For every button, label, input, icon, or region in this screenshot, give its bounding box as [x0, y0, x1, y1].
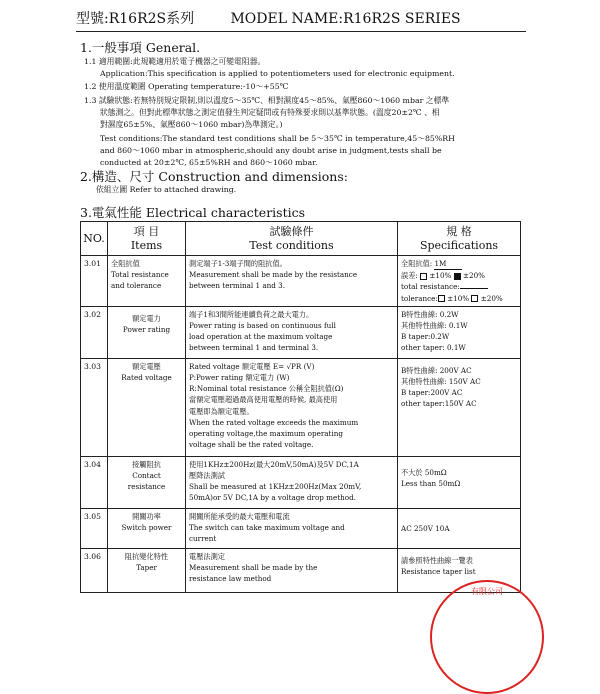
test-line: 測定端子1-3端子間的阻抗值。: [189, 259, 287, 268]
spec-label: total resistance:: [401, 282, 460, 292]
col-no-header: NO.: [81, 222, 108, 256]
test-line: voltage shall be the rated voltage.: [189, 440, 314, 450]
spec-document: [76, 0, 526, 600]
spec-line: other taper: 0.1W: [401, 343, 466, 353]
spec-line: other taper:150V AC: [401, 399, 477, 409]
test-line: When the rated voltage exceeds the maximum: [189, 417, 359, 427]
spec-line: B特性曲線: 0.2W: [401, 309, 459, 319]
item-en-2: resistance: [127, 482, 166, 492]
test-line: load operation at the maximum voltage: [189, 332, 333, 342]
checkbox-icon: [471, 295, 478, 302]
spec-cell: [398, 306, 521, 358]
row-number: 3.05: [81, 508, 108, 548]
operating-temperature: 1.2 使用溫度範圍 Operating temperature:-10～+55℃: [84, 82, 289, 91]
construction-heading: 2.構造、尺寸 Construction and dimensions:: [80, 169, 348, 184]
row-number: 3.04: [81, 456, 108, 508]
item-cn: 額定電力: [132, 313, 161, 323]
spec-label: 全阻抗值:: [401, 259, 433, 268]
application-en: Application:This specification is applied to potentiometers used for electronic equipment.: [100, 69, 455, 78]
item-cn: 額定電壓: [132, 361, 161, 371]
test-line: resistance law method: [189, 574, 272, 584]
item-cell: [108, 256, 186, 307]
application-cn: 1.1 適用範圍:此規範適用於電子機器之可變電阻器。: [84, 57, 266, 66]
checkbox-icon: [438, 295, 445, 302]
test-line: between terminal 1 and 3.: [189, 281, 286, 291]
test-line: 端子1和3間所能連續負荷之最大電力。: [189, 309, 314, 319]
test-line: 電壓即為額定電壓。: [189, 406, 254, 416]
item-en: Total resistance: [111, 270, 169, 280]
test-conditions-cn-1: 1.3 試驗狀態:若無特別規定限制,則以溫度5～35℃、相對濕度45～85%、氣壓860～1060 mbar 之標準: [84, 96, 450, 105]
row-number: 3.02: [81, 306, 108, 358]
col-items-cn: 項 目: [133, 224, 160, 238]
tolerance-option: ±20%: [462, 271, 485, 281]
checkbox-icon: [420, 273, 427, 280]
spec-line: 其他特性曲線: 0.1W: [401, 321, 468, 331]
test-line: operating voltage,the maximum operating: [189, 429, 343, 439]
spec-line: Resistance taper list: [401, 567, 476, 577]
item-en: Switch power: [121, 523, 172, 533]
test-line: Measurement shall be made by the resistance: [189, 270, 358, 280]
col-test-header: [186, 222, 398, 256]
test-line: current: [189, 534, 217, 544]
test-line: 50mA)or 5V DC,1A by a voltage drop method.: [189, 493, 356, 503]
spec-line: B taper:200V AC: [401, 388, 463, 398]
spec-line: 請參照特性曲線一覽表: [401, 555, 473, 565]
test-cell: [186, 456, 398, 508]
test-cell: [186, 306, 398, 358]
general-heading: 1.一般事項 General.: [80, 40, 201, 55]
item-en: Contact: [132, 471, 161, 481]
row-number: 3.06: [81, 548, 108, 592]
item-cn: 接觸阻抗: [132, 459, 161, 469]
test-line: 開關所能承受的最大電壓和電流: [189, 511, 290, 521]
item-cn: 全阻抗值: [111, 259, 140, 268]
test-line: Power rating is based on continuous full: [189, 321, 336, 331]
test-conditions-en-3: conducted at 20±2℃, 65±5%RH and 860～1060 mbar.: [100, 158, 318, 167]
spec-cell: [398, 456, 521, 508]
test-conditions-en-2: and 860～1060 mbar in atmospheric,should any doubt arise in judgment,tests shall be: [100, 146, 442, 155]
construction-text: 依組立圖 Refer to attached drawing.: [96, 185, 237, 194]
test-line: 電壓法測定: [189, 551, 225, 561]
col-spec-cn: 規 格: [446, 224, 472, 238]
test-conditions-en-1: Test conditions:The standard test conditions shall be 5～35℃ in temperature,45～85%RH: [100, 134, 455, 143]
test-line: R:Nominal total resistance 公稱全阻抗值(Ω): [189, 384, 344, 394]
spec-line: B特性曲線: 200V AC: [401, 365, 472, 375]
document-header: [76, 8, 522, 28]
item-en: Power rating: [122, 325, 171, 335]
spec-line: [401, 258, 517, 270]
test-line: Rated voltage 額定電壓 E= √PR (V): [189, 361, 315, 371]
item-cell: [108, 358, 186, 456]
spec-line: Less than 50mΩ: [401, 479, 461, 489]
model-title-en: MODEL NAME:R16R2S SERIES: [230, 11, 461, 27]
spec-line: [401, 270, 517, 281]
spec-label: tolerance:: [401, 293, 438, 303]
spec-line: AC 250V 10A: [401, 523, 450, 533]
item-en: Rated voltage: [121, 373, 172, 383]
spec-cell: [398, 358, 521, 456]
tolerance-option: ±10%: [447, 293, 470, 303]
item-cn: 開關功率: [132, 511, 161, 521]
spec-line: 其他特性曲線: 150V AC: [401, 377, 481, 387]
item-en: Taper: [136, 563, 157, 573]
item-cell: [108, 548, 186, 592]
spec-cell: [398, 508, 521, 548]
spec-line: [401, 281, 517, 292]
table-row: [81, 508, 521, 548]
col-items-en: Items: [130, 238, 163, 252]
electrical-table: [80, 221, 521, 593]
col-spec-header: [398, 222, 521, 256]
model-title-cn: 型號:R16R2S系列: [76, 11, 195, 27]
test-cell: [186, 508, 398, 548]
test-line: P:Power rating 額定電力 (W): [189, 373, 290, 383]
header-rule: [76, 31, 526, 32]
item-cell: [108, 508, 186, 548]
test-cell: [186, 256, 398, 307]
test-line: 當額定電壓超過最高使用電壓的時候, 最高使用: [189, 395, 338, 405]
test-line: Measurement shall be made by the: [189, 563, 318, 573]
tolerance-option: ±20%: [480, 293, 503, 303]
col-test-en: Test conditions: [249, 238, 334, 252]
item-cn: 阻抗變化特性: [124, 551, 169, 561]
table-header-row: [81, 222, 521, 256]
test-cell: [186, 548, 398, 592]
test-line: between terminal 1 and terminal 3.: [189, 343, 319, 353]
test-cell: [186, 358, 398, 456]
spec-label: 誤差:: [401, 271, 418, 281]
table-row: [81, 306, 521, 358]
test-line: Shall be measured at 1KHz±200Hz(Max 20mV,: [189, 482, 362, 492]
table-row: [81, 358, 521, 456]
col-test-cn: 試驗條件: [269, 224, 314, 238]
test-line: The switch can take maximum voltage and: [189, 523, 345, 533]
col-items-header: [108, 222, 186, 256]
spec-cell: [398, 256, 521, 307]
spec-line: B taper:0.2W: [401, 332, 450, 342]
checked-box-icon: [454, 273, 461, 280]
table-row: [81, 456, 521, 508]
table-row: [81, 256, 521, 307]
col-spec-en: Specifications: [419, 238, 499, 252]
item-cell: [108, 456, 186, 508]
resistance-value: 1M: [434, 258, 462, 270]
blank-line: [460, 288, 488, 289]
test-line: 使用1KHz±200Hz(最大20mV,50mA)及5V DC,1A: [189, 459, 359, 469]
item-en-2: and tolerance: [111, 281, 162, 291]
test-conditions-cn-3: 對濕度65±5%、氣壓860～1060 mbar)為準測定。): [100, 120, 283, 129]
company-seal: [430, 580, 544, 694]
tolerance-option: ±10%: [429, 271, 452, 281]
row-number: 3.03: [81, 358, 108, 456]
test-line: 壓降法測試: [189, 471, 225, 481]
item-cell: [108, 306, 186, 358]
electrical-heading: 3.電氣性能 Electrical characteristics: [80, 205, 306, 220]
row-number: 3.01: [81, 256, 108, 307]
spec-line: 不大於 50mΩ: [401, 467, 447, 477]
spec-line: [401, 293, 517, 304]
test-conditions-cn-2: 狀態測之。但對此標準狀態之測定值發生判定疑問或有特殊要求則以基準狀態。(溫度20±2℃ 、相: [100, 108, 440, 117]
seal-text: 有限公司: [471, 587, 503, 596]
